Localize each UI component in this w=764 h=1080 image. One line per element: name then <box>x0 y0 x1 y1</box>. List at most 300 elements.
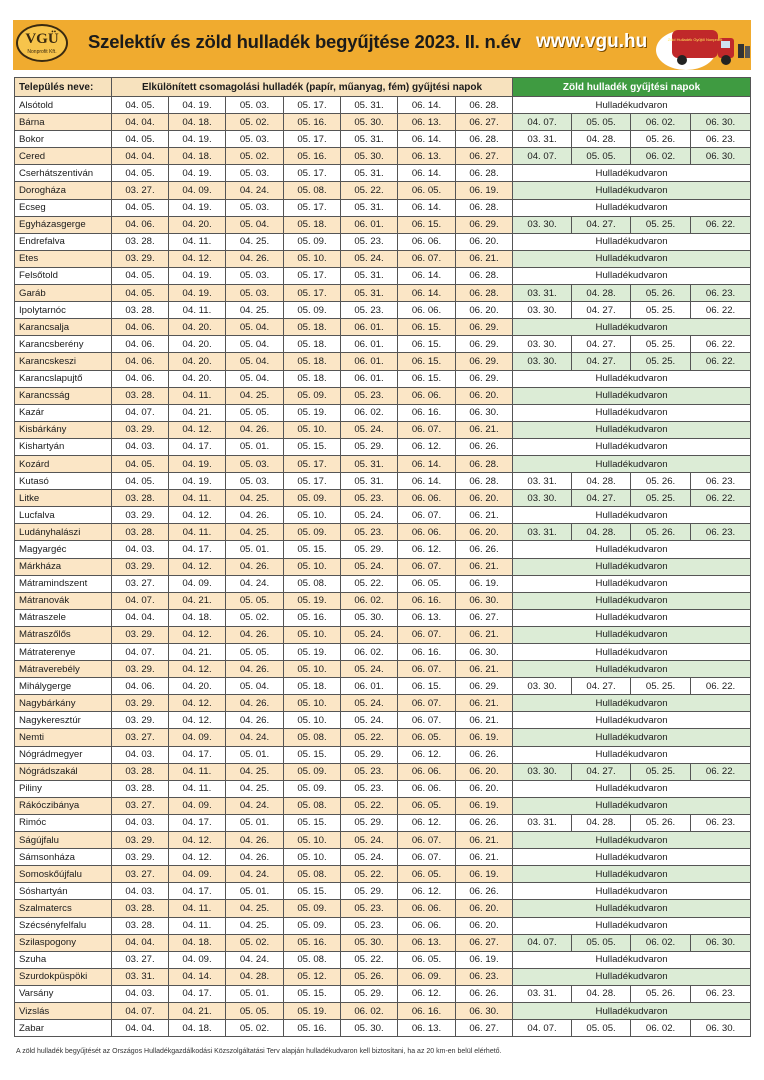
selective-date: 05. 02. <box>226 934 284 951</box>
selective-date: 04. 03. <box>112 746 169 763</box>
page-title: Szelektív és zöld hulladék begyűjtése 2023. II. n.év <box>88 31 521 52</box>
selective-date: 06. 29. <box>456 370 513 387</box>
selective-date: 06. 05. <box>398 575 456 592</box>
green-date: 05. 25. <box>631 216 691 233</box>
selective-date: 06. 14. <box>398 455 456 472</box>
logo-text: VGÜ <box>25 31 59 47</box>
selective-date: 04. 19. <box>169 455 226 472</box>
green-date: 03. 30. <box>513 763 572 780</box>
green-waste-yard: Hulladékudvaron <box>513 438 751 455</box>
selective-date: 05. 05. <box>226 1002 284 1019</box>
header-selective-days: Elkülönített csomagolási hulladék (papír, műanyag, fém) gyűjtési napok <box>112 78 513 97</box>
table-row <box>15 165 751 182</box>
green-waste-yard: Hulladékudvaron <box>513 712 751 729</box>
table-row <box>15 370 751 387</box>
selective-date: 06. 12. <box>398 883 456 900</box>
green-date: 06. 22. <box>691 216 751 233</box>
selective-date: 06. 28. <box>456 455 513 472</box>
selective-date: 05. 09. <box>284 490 341 507</box>
selective-date: 06. 05. <box>398 729 456 746</box>
green-waste-yard: Hulladékudvaron <box>513 319 751 336</box>
selective-date: 04. 17. <box>169 541 226 558</box>
selective-date: 04. 24. <box>226 866 284 883</box>
settlement-name: Karancsság <box>15 387 112 404</box>
selective-date: 05. 05. <box>226 404 284 421</box>
selective-date: 04. 11. <box>169 387 226 404</box>
selective-date: 04. 12. <box>169 421 226 438</box>
selective-date: 05. 10. <box>284 832 341 849</box>
selective-date: 04. 05. <box>112 473 169 490</box>
green-date: 03. 31. <box>513 524 572 541</box>
selective-date: 05. 05. <box>226 644 284 661</box>
selective-date: 06. 19. <box>456 182 513 199</box>
green-waste-yard: Hulladékudvaron <box>513 455 751 472</box>
green-date: 06. 23. <box>691 131 751 148</box>
table-row <box>15 609 751 626</box>
selective-date: 03. 29. <box>112 661 169 678</box>
selective-date: 06. 29. <box>456 319 513 336</box>
green-date: 04. 28. <box>572 985 631 1002</box>
green-date: 06. 22. <box>691 353 751 370</box>
selective-date: 05. 24. <box>341 250 398 267</box>
selective-date: 06. 26. <box>456 541 513 558</box>
green-waste-yard: Hulladékudvaron <box>513 250 751 267</box>
green-date: 04. 28. <box>572 524 631 541</box>
selective-date: 05. 01. <box>226 985 284 1002</box>
settlement-name: Mátranovák <box>15 592 112 609</box>
selective-date: 06. 07. <box>398 832 456 849</box>
selective-date: 05. 10. <box>284 849 341 866</box>
selective-date: 05. 23. <box>341 490 398 507</box>
table-row <box>15 267 751 284</box>
selective-date: 04. 05. <box>112 285 169 302</box>
table-row <box>15 1020 751 1037</box>
selective-date: 04. 12. <box>169 695 226 712</box>
selective-date: 06. 21. <box>456 558 513 575</box>
green-date: 03. 31. <box>513 473 572 490</box>
table-row <box>15 644 751 661</box>
selective-date: 05. 29. <box>341 746 398 763</box>
green-date: 05. 25. <box>631 353 691 370</box>
selective-date: 05. 19. <box>284 1002 341 1019</box>
selective-date: 04. 21. <box>169 644 226 661</box>
settlement-name: Szuha <box>15 951 112 968</box>
selective-date: 04. 20. <box>169 319 226 336</box>
selective-date: 04. 26. <box>226 626 284 643</box>
selective-date: 05. 24. <box>341 626 398 643</box>
settlement-name: Endrefalva <box>15 233 112 250</box>
green-date: 06. 22. <box>691 678 751 695</box>
green-waste-yard: Hulladékudvaron <box>513 1002 751 1019</box>
green-waste-yard: Hulladékudvaron <box>513 780 751 797</box>
selective-date: 06. 19. <box>456 729 513 746</box>
settlement-name: Bárna <box>15 114 112 131</box>
table-row <box>15 917 751 934</box>
selective-date: 03. 28. <box>112 302 169 319</box>
selective-date: 06. 07. <box>398 250 456 267</box>
selective-date: 04. 26. <box>226 661 284 678</box>
settlement-name: Kazár <box>15 404 112 421</box>
selective-date: 05. 29. <box>341 438 398 455</box>
selective-date: 03. 31. <box>112 968 169 985</box>
selective-date: 03. 28. <box>112 387 169 404</box>
selective-date: 04. 25. <box>226 900 284 917</box>
green-date: 05. 25. <box>631 302 691 319</box>
selective-date: 06. 27. <box>456 934 513 951</box>
settlement-name: Ságújfalu <box>15 832 112 849</box>
selective-date: 05. 03. <box>226 267 284 284</box>
settlement-name: Karancslapujtő <box>15 370 112 387</box>
selective-date: 05. 08. <box>284 866 341 883</box>
table-row <box>15 182 751 199</box>
selective-date: 03. 27. <box>112 866 169 883</box>
table-row <box>15 199 751 216</box>
green-date: 06. 30. <box>691 148 751 165</box>
green-date: 04. 07. <box>513 114 572 131</box>
selective-date: 05. 03. <box>226 131 284 148</box>
selective-date: 06. 29. <box>456 353 513 370</box>
table-row <box>15 626 751 643</box>
selective-date: 06. 28. <box>456 97 513 114</box>
selective-date: 03. 27. <box>112 951 169 968</box>
selective-date: 05. 03. <box>226 285 284 302</box>
selective-date: 06. 06. <box>398 763 456 780</box>
selective-date: 06. 15. <box>398 678 456 695</box>
table-row <box>15 455 751 472</box>
table-row <box>15 832 751 849</box>
table-row <box>15 216 751 233</box>
selective-date: 04. 12. <box>169 626 226 643</box>
selective-date: 05. 24. <box>341 832 398 849</box>
selective-date: 06. 30. <box>456 1002 513 1019</box>
green-date: 03. 30. <box>513 490 572 507</box>
green-waste-yard: Hulladékudvaron <box>513 917 751 934</box>
truck-label: Zöld Hulladék Gyűjtő Nonprofit <box>667 37 723 42</box>
selective-date: 05. 03. <box>226 455 284 472</box>
selective-date: 05. 31. <box>341 97 398 114</box>
settlement-name: Kozárd <box>15 455 112 472</box>
selective-date: 03. 28. <box>112 900 169 917</box>
selective-date: 05. 08. <box>284 797 341 814</box>
selective-date: 06. 30. <box>456 644 513 661</box>
selective-date: 03. 28. <box>112 524 169 541</box>
selective-date: 03. 28. <box>112 233 169 250</box>
selective-date: 04. 20. <box>169 336 226 353</box>
selective-date: 04. 25. <box>226 302 284 319</box>
logo-subtext: Nonprofit Kft. <box>27 49 57 55</box>
selective-date: 05. 17. <box>284 285 341 302</box>
selective-date: 06. 27. <box>456 1020 513 1037</box>
selective-date: 05. 31. <box>341 199 398 216</box>
selective-date: 06. 20. <box>456 490 513 507</box>
settlement-name: Vizslás <box>15 1002 112 1019</box>
selective-date: 06. 16. <box>398 1002 456 1019</box>
green-date: 06. 02. <box>631 1020 691 1037</box>
table-row <box>15 250 751 267</box>
table-row <box>15 336 751 353</box>
settlement-name: Szurdokpüspöki <box>15 968 112 985</box>
selective-date: 05. 24. <box>341 507 398 524</box>
green-date: 05. 26. <box>631 814 691 831</box>
selective-date: 06. 06. <box>398 524 456 541</box>
settlement-name: Bokor <box>15 131 112 148</box>
selective-date: 05. 10. <box>284 507 341 524</box>
selective-date: 04. 18. <box>169 934 226 951</box>
selective-date: 04. 26. <box>226 507 284 524</box>
selective-date: 05. 09. <box>284 780 341 797</box>
selective-date: 06. 20. <box>456 917 513 934</box>
selective-date: 04. 25. <box>226 524 284 541</box>
selective-date: 04. 18. <box>169 114 226 131</box>
selective-date: 04. 24. <box>226 182 284 199</box>
selective-date: 05. 12. <box>284 968 341 985</box>
selective-date: 06. 01. <box>341 336 398 353</box>
settlement-name: Zabar <box>15 1020 112 1037</box>
selective-date: 05. 16. <box>284 1020 341 1037</box>
table-row <box>15 507 751 524</box>
table-row <box>15 883 751 900</box>
settlement-name: Kisbárkány <box>15 421 112 438</box>
selective-date: 04. 06. <box>112 353 169 370</box>
green-date: 06. 22. <box>691 302 751 319</box>
selective-date: 05. 08. <box>284 575 341 592</box>
selective-date: 06. 06. <box>398 490 456 507</box>
green-waste-yard: Hulladékudvaron <box>513 626 751 643</box>
green-waste-yard: Hulladékudvaron <box>513 729 751 746</box>
selective-date: 06. 19. <box>456 575 513 592</box>
green-waste-yard: Hulladékudvaron <box>513 165 751 182</box>
selective-date: 06. 07. <box>398 695 456 712</box>
selective-date: 04. 18. <box>169 148 226 165</box>
selective-date: 04. 05. <box>112 267 169 284</box>
selective-date: 06. 20. <box>456 387 513 404</box>
selective-date: 03. 28. <box>112 780 169 797</box>
selective-date: 04. 14. <box>169 968 226 985</box>
garbage-truck-icon <box>646 20 754 72</box>
footnote: A zöld hulladék begyűjtését az Országos Hulladékgazdálkodási Közszolgáltatási Terv alapján hulladékudvaron kell biztosítani, ha az 20 km-en belül elérhető. <box>16 1048 502 1055</box>
selective-date: 05. 10. <box>284 626 341 643</box>
settlement-name: Varsány <box>15 985 112 1002</box>
settlement-name: Piliny <box>15 780 112 797</box>
selective-date: 06. 12. <box>398 814 456 831</box>
selective-date: 05. 09. <box>284 387 341 404</box>
selective-date: 06. 15. <box>398 216 456 233</box>
selective-date: 06. 20. <box>456 524 513 541</box>
selective-date: 05. 24. <box>341 695 398 712</box>
selective-date: 05. 17. <box>284 131 341 148</box>
table-row <box>15 968 751 985</box>
selective-date: 06. 14. <box>398 267 456 284</box>
green-waste-yard: Hulladékudvaron <box>513 97 751 114</box>
selective-date: 05. 15. <box>284 438 341 455</box>
selective-date: 05. 01. <box>226 746 284 763</box>
selective-date: 05. 03. <box>226 165 284 182</box>
settlement-name: Alsótold <box>15 97 112 114</box>
selective-date: 05. 22. <box>341 951 398 968</box>
green-date: 05. 25. <box>631 763 691 780</box>
selective-date: 06. 20. <box>456 900 513 917</box>
selective-date: 03. 28. <box>112 917 169 934</box>
table-row <box>15 712 751 729</box>
selective-date: 05. 30. <box>341 934 398 951</box>
website-link[interactable]: www.vgu.hu <box>536 31 648 52</box>
selective-date: 05. 23. <box>341 763 398 780</box>
selective-date: 05. 10. <box>284 558 341 575</box>
selective-date: 04. 11. <box>169 763 226 780</box>
selective-date: 04. 20. <box>169 216 226 233</box>
green-date: 04. 27. <box>572 763 631 780</box>
selective-date: 06. 19. <box>456 951 513 968</box>
selective-date: 06. 14. <box>398 97 456 114</box>
green-waste-yard: Hulladékudvaron <box>513 609 751 626</box>
selective-date: 03. 29. <box>112 250 169 267</box>
settlement-name: Karancsalja <box>15 319 112 336</box>
selective-date: 06. 06. <box>398 780 456 797</box>
settlement-name: Nagykeresztúr <box>15 712 112 729</box>
settlement-name: Mátraterenye <box>15 644 112 661</box>
selective-date: 05. 17. <box>284 97 341 114</box>
settlement-name: Nagybárkány <box>15 695 112 712</box>
selective-date: 04. 12. <box>169 558 226 575</box>
selective-date: 04. 19. <box>169 285 226 302</box>
selective-date: 06. 13. <box>398 1020 456 1037</box>
selective-date: 05. 19. <box>284 644 341 661</box>
selective-date: 05. 26. <box>341 968 398 985</box>
selective-date: 05. 03. <box>226 473 284 490</box>
selective-date: 03. 28. <box>112 763 169 780</box>
green-waste-yard: Hulladékudvaron <box>513 387 751 404</box>
selective-date: 05. 31. <box>341 131 398 148</box>
table-row <box>15 490 751 507</box>
selective-date: 06. 01. <box>341 319 398 336</box>
settlement-name: Kishartyán <box>15 438 112 455</box>
selective-date: 05. 29. <box>341 985 398 1002</box>
selective-date: 05. 09. <box>284 900 341 917</box>
selective-date: 03. 29. <box>112 695 169 712</box>
selective-date: 04. 12. <box>169 712 226 729</box>
green-date: 04. 07. <box>513 934 572 951</box>
selective-date: 05. 05. <box>226 592 284 609</box>
table-row <box>15 695 751 712</box>
green-date: 04. 27. <box>572 678 631 695</box>
green-date: 06. 23. <box>691 524 751 541</box>
selective-date: 06. 02. <box>341 644 398 661</box>
selective-date: 04. 06. <box>112 319 169 336</box>
selective-date: 05. 22. <box>341 575 398 592</box>
selective-date: 05. 24. <box>341 849 398 866</box>
selective-date: 05. 16. <box>284 148 341 165</box>
selective-date: 05. 29. <box>341 541 398 558</box>
selective-date: 05. 31. <box>341 455 398 472</box>
settlement-name: Etes <box>15 250 112 267</box>
selective-date: 05. 18. <box>284 319 341 336</box>
green-waste-yard: Hulladékudvaron <box>513 951 751 968</box>
settlement-name: Mátramindszent <box>15 575 112 592</box>
table-row <box>15 934 751 951</box>
selective-date: 04. 11. <box>169 490 226 507</box>
selective-date: 04. 04. <box>112 148 169 165</box>
table-row <box>15 473 751 490</box>
green-date: 05. 26. <box>631 524 691 541</box>
selective-date: 05. 10. <box>284 695 341 712</box>
selective-date: 06. 26. <box>456 985 513 1002</box>
selective-date: 06. 30. <box>456 404 513 421</box>
green-date: 06. 30. <box>691 934 751 951</box>
selective-date: 06. 26. <box>456 883 513 900</box>
selective-date: 06. 16. <box>398 644 456 661</box>
selective-date: 06. 14. <box>398 199 456 216</box>
settlement-name: Kutasó <box>15 473 112 490</box>
selective-date: 06. 15. <box>398 353 456 370</box>
green-waste-yard: Hulladékudvaron <box>513 233 751 250</box>
table-row <box>15 729 751 746</box>
selective-date: 05. 23. <box>341 387 398 404</box>
selective-date: 06. 20. <box>456 763 513 780</box>
selective-date: 05. 04. <box>226 353 284 370</box>
green-waste-yard: Hulladékudvaron <box>513 370 751 387</box>
selective-date: 05. 04. <box>226 370 284 387</box>
selective-date: 04. 05. <box>112 131 169 148</box>
selective-date: 04. 24. <box>226 797 284 814</box>
selective-date: 06. 20. <box>456 780 513 797</box>
selective-date: 06. 14. <box>398 165 456 182</box>
selective-date: 04. 17. <box>169 438 226 455</box>
selective-date: 05. 09. <box>284 917 341 934</box>
selective-date: 04. 06. <box>112 336 169 353</box>
settlement-name: Sóshartyán <box>15 883 112 900</box>
selective-date: 06. 23. <box>456 968 513 985</box>
selective-date: 06. 29. <box>456 336 513 353</box>
selective-date: 03. 27. <box>112 797 169 814</box>
selective-date: 05. 04. <box>226 336 284 353</box>
green-date: 03. 31. <box>513 814 572 831</box>
table-row <box>15 404 751 421</box>
selective-date: 05. 04. <box>226 678 284 695</box>
selective-date: 06. 05. <box>398 182 456 199</box>
table-row <box>15 746 751 763</box>
selective-date: 04. 25. <box>226 780 284 797</box>
settlement-name: Rimóc <box>15 814 112 831</box>
selective-date: 04. 25. <box>226 763 284 780</box>
settlement-name: Ludányhalászi <box>15 524 112 541</box>
selective-date: 06. 01. <box>341 353 398 370</box>
selective-date: 04. 11. <box>169 524 226 541</box>
green-date: 05. 05. <box>572 1020 631 1037</box>
selective-date: 05. 29. <box>341 814 398 831</box>
selective-date: 04. 04. <box>112 1020 169 1037</box>
selective-date: 06. 28. <box>456 199 513 216</box>
selective-date: 04. 12. <box>169 250 226 267</box>
settlement-name: Garáb <box>15 285 112 302</box>
green-date: 03. 30. <box>513 336 572 353</box>
green-date: 05. 05. <box>572 148 631 165</box>
selective-date: 05. 24. <box>341 712 398 729</box>
green-date: 03. 31. <box>513 985 572 1002</box>
green-waste-yard: Hulladékudvaron <box>513 746 751 763</box>
selective-date: 05. 15. <box>284 985 341 1002</box>
selective-date: 04. 06. <box>112 370 169 387</box>
selective-date: 04. 17. <box>169 746 226 763</box>
selective-date: 04. 12. <box>169 661 226 678</box>
selective-date: 05. 08. <box>284 182 341 199</box>
selective-date: 04. 12. <box>169 832 226 849</box>
selective-date: 06. 21. <box>456 421 513 438</box>
selective-date: 04. 26. <box>226 849 284 866</box>
settlement-name: Cserhátszentiván <box>15 165 112 182</box>
selective-date: 04. 18. <box>169 609 226 626</box>
selective-date: 05. 23. <box>341 302 398 319</box>
green-date: 06. 02. <box>631 114 691 131</box>
